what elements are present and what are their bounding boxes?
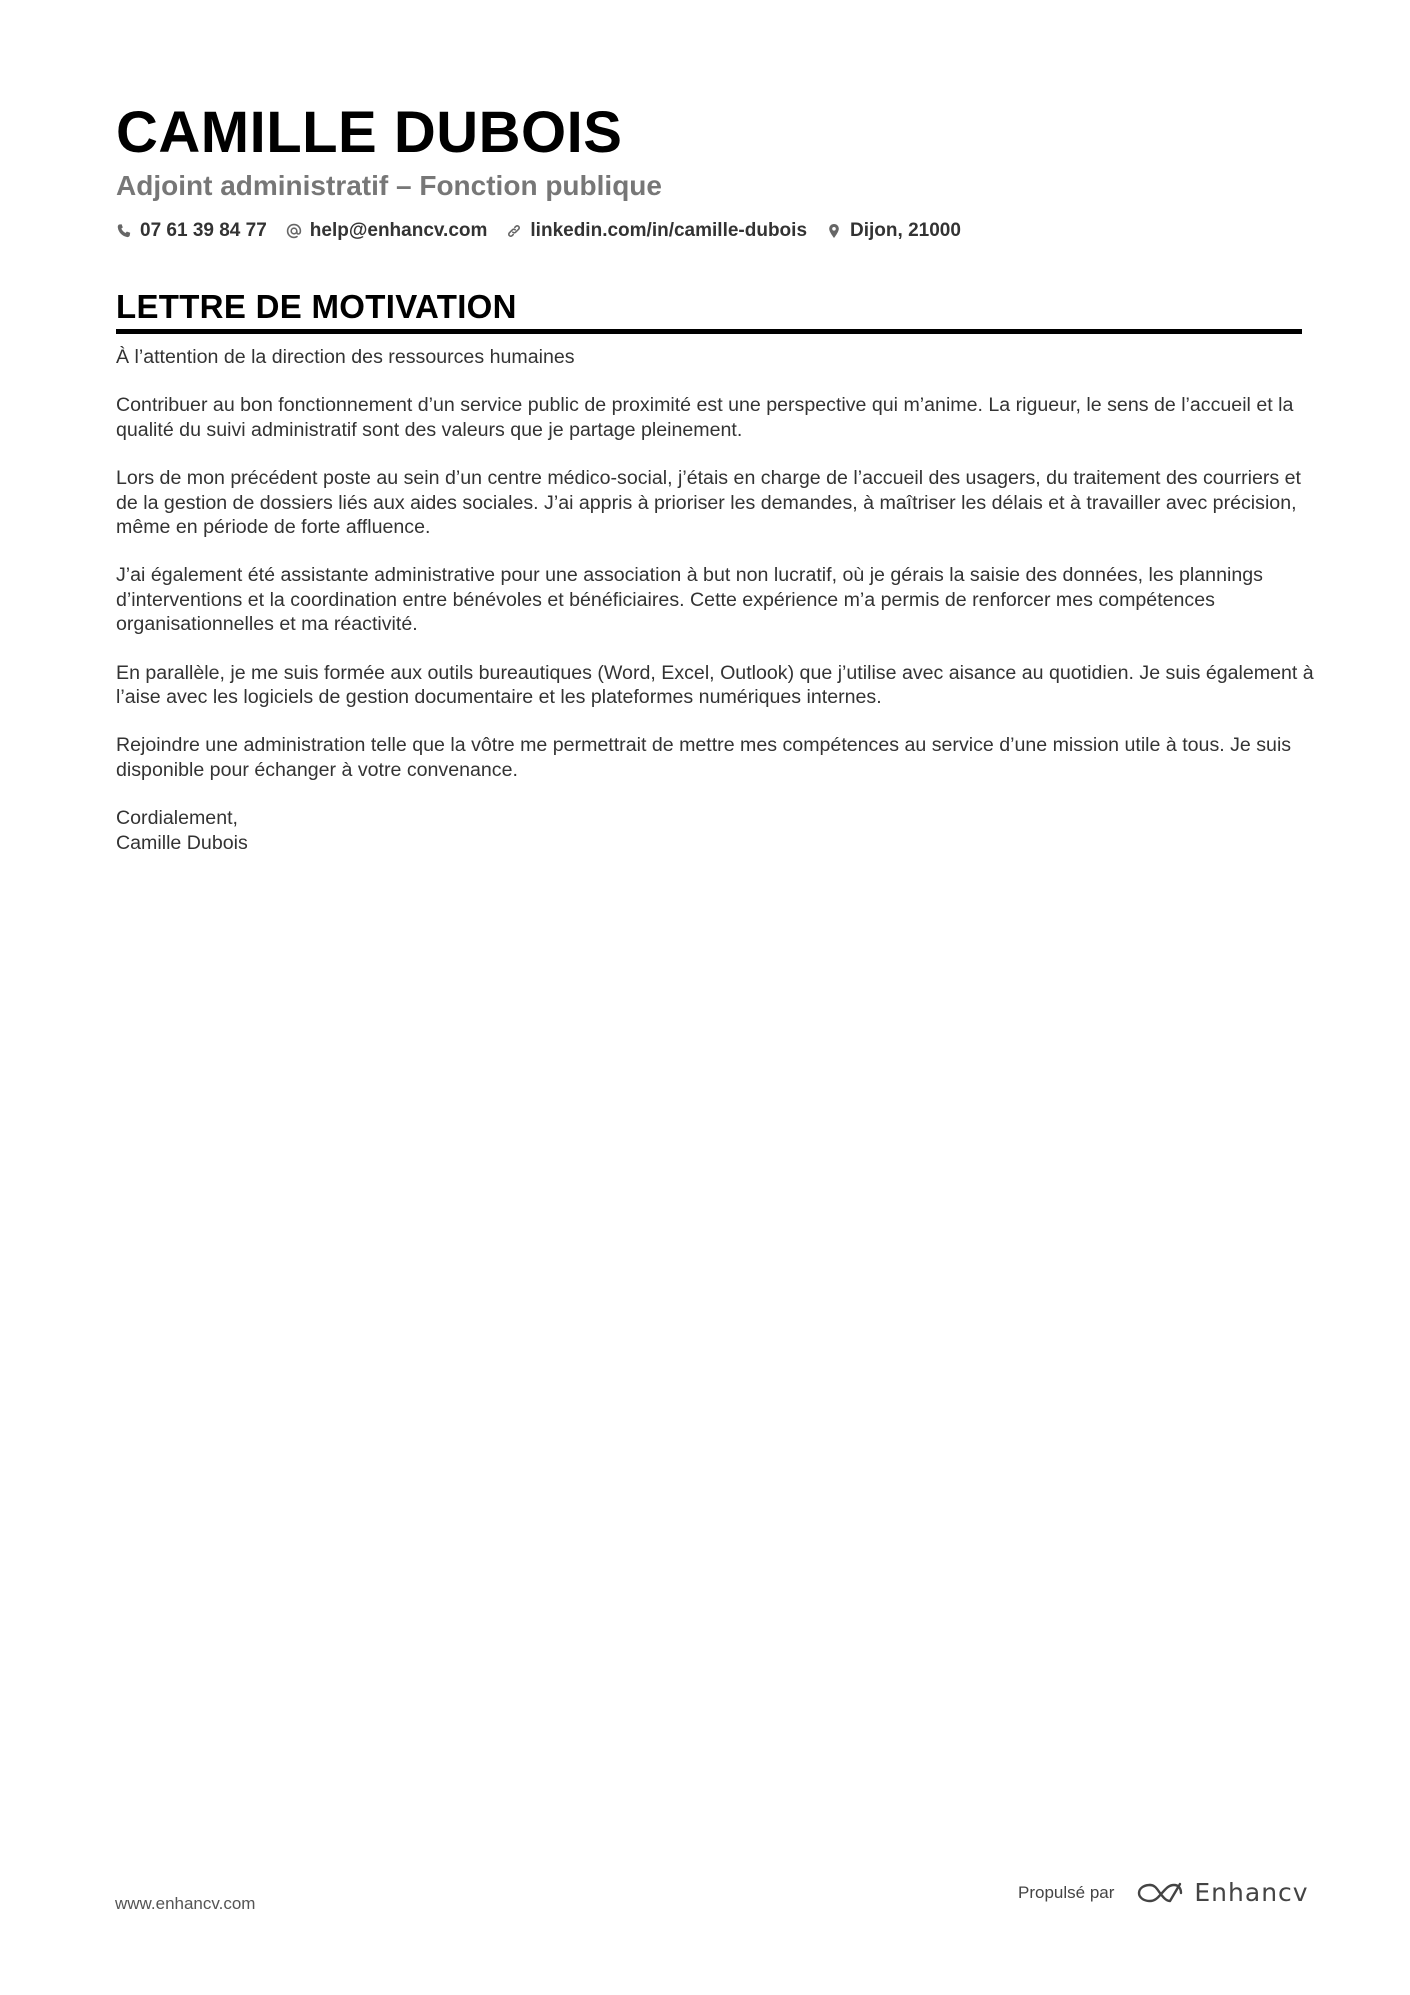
section-title: LETTRE DE MOTIVATION xyxy=(116,286,1302,334)
letter-paragraph: Lors de mon précédent poste au sein d’un centre médico-social, j’étais en charge de l’accueil des usagers, du traitement des courriers et de la gestion de dossiers liés aux aides sociales. J’ai appris à prioriser les demandes, à maîtriser les délais et à travailler avec précision, même en période de forte affluence. xyxy=(116,467,1301,539)
candidate-name: CAMILLE DUBOIS xyxy=(116,100,623,165)
contact-phone xyxy=(116,220,267,242)
letter-signature: Camille Dubois xyxy=(116,831,248,854)
contact-location xyxy=(826,220,961,242)
letter-paragraph: En parallèle, je me suis formée aux outils bureautiques (Word, Excel, Outlook) que j’utilise avec aisance au quotidien. Je suis également à l’aise avec les logiciels de gestion documentaire et les plateformes numériques internes. xyxy=(116,661,1314,709)
contact-bar xyxy=(116,220,1302,242)
enhancv-logo-icon xyxy=(1136,1879,1184,1907)
letter-header xyxy=(116,98,1302,242)
footer-branding xyxy=(1018,1878,1309,1907)
letter-salutation: À l’attention de la direction des ressources humaines xyxy=(116,346,575,368)
at-icon xyxy=(286,223,302,239)
phone-number: 07 61 39 84 77 xyxy=(140,220,267,241)
footer-website-link[interactable]: www.enhancv.com xyxy=(115,1894,256,1913)
letter-closing: Cordialement, xyxy=(116,807,238,830)
link-icon xyxy=(506,223,522,239)
letter-body xyxy=(116,345,1316,855)
location-text: Dijon, 21000 xyxy=(850,220,961,241)
brand-name: Enhancv xyxy=(1194,1878,1309,1907)
phone-icon xyxy=(116,223,132,239)
candidate-role: Adjoint administratif – Fonction publique xyxy=(116,170,662,201)
location-pin-icon xyxy=(826,223,842,239)
letter-paragraph: Contribuer au bon fonctionnement d’un service public de proximité est une perspective qui m’anime. La rigueur, le sens de l’accueil et la qualité du suivi administratif sont des valeurs que je partage pleinement. xyxy=(116,394,1294,441)
contact-email xyxy=(286,220,488,242)
email-link[interactable]: help@enhancv.com xyxy=(309,220,488,241)
letter-paragraph: Rejoindre une administration telle que la vôtre me permettrait de mettre mes compétences au service d’une mission utile à tous. Je suis disponible pour échanger à votre convenance. xyxy=(116,734,1292,781)
letter-paragraph: J’ai également été assistante administrative pour une association à but non lucratif, où je gérais la saisie des données, les plannings d’interventions et la coordination entre bénévoles et bénéficiaires. Cette expérience m’a permis de renforcer mes compétences organisationnelles et ma réactivité. xyxy=(116,564,1263,636)
contact-linkedin xyxy=(506,220,807,242)
linkedin-link[interactable]: linkedin.com/in/camille-dubois xyxy=(530,220,808,241)
powered-by-label: Propulsé par xyxy=(1018,1882,1115,1902)
